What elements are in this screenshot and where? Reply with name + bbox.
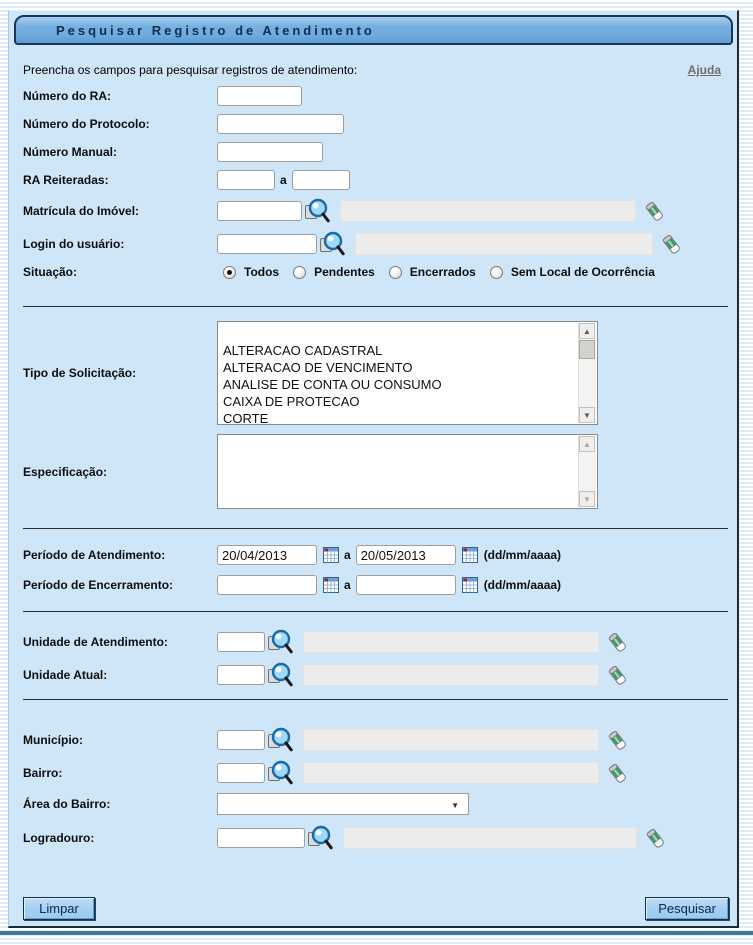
magnifier-icon[interactable] [307,825,333,851]
scroll-down-button[interactable] [579,407,595,423]
list-item[interactable]: ALTERACAO CADASTRAL [223,343,383,358]
situacao-label: Situação: [23,265,78,279]
area-bairro-label: Área do Bairro: [23,797,111,811]
situacao-radio-pendentes-label: Pendentes [314,265,375,279]
numero-ra-label: Número do RA: [23,89,111,103]
periodo-atendimento-label: Período de Atendimento: [23,548,166,562]
magnifier-icon[interactable] [319,231,345,257]
section-divider [23,699,728,700]
scroll-up-button[interactable] [579,323,595,339]
magnifier-icon[interactable] [304,198,330,224]
municipio-label: Município: [23,733,83,747]
limpar-button[interactable]: Limpar [23,897,95,920]
login-usuario-input[interactable] [217,234,317,254]
magnifier-icon[interactable] [267,760,293,786]
section-divider [23,528,728,529]
bairro-description [303,762,599,784]
magnifier-icon[interactable] [267,662,293,688]
eraser-icon[interactable] [607,665,628,686]
scroll-up-button[interactable] [579,436,595,452]
periodo-atendimento-separator: a [344,548,351,562]
list-item[interactable] [219,325,578,342]
calendar-icon[interactable] [323,577,339,593]
unidade-atual-label: Unidade Atual: [23,668,108,682]
unidade-atual-input[interactable] [217,665,265,685]
ra-reiteradas-separator: a [280,173,287,187]
numero-ra-input[interactable] [217,86,302,106]
scroll-down-icon: ▼ [583,494,591,504]
ra-reiteradas-from-input[interactable] [217,170,275,190]
periodo-encerramento-label: Período de Encerramento: [23,578,174,592]
tipo-solicitacao-listbox[interactable] [217,321,598,425]
page-title-text: Pesquisar Registro de Atendimento [56,22,375,38]
situacao-radio-encerrados-label: Encerrados [409,265,476,279]
eraser-icon[interactable] [661,234,682,255]
scroll-down-icon: ▼ [583,410,591,420]
situacao-radio-sem-local-label: Sem Local de Ocorrência [510,265,655,279]
numero-protocolo-label: Número do Protocolo: [23,117,150,131]
unidade-atual-description [303,664,599,686]
list-item[interactable]: ALTERACAO DE VENCIMENTO [223,360,413,375]
ra-reiteradas-label: RA Reiteradas: [23,173,109,187]
magnifier-icon[interactable] [267,727,293,753]
list-item[interactable]: CAIXA DE PROTECAO [223,394,360,409]
eraser-icon[interactable] [645,828,666,849]
help-link[interactable]: Ajuda [687,63,721,77]
matricula-imovel-label: Matrícula do Imóvel: [23,204,140,218]
periodo-encerramento-to-input[interactable] [356,575,456,595]
municipio-description [303,729,599,751]
eraser-icon[interactable] [607,763,628,784]
logradouro-label: Logradouro: [23,831,95,845]
scrollbar[interactable] [578,323,596,423]
eraser-icon[interactable] [644,201,665,222]
area-bairro-select[interactable] [217,793,469,815]
footer-line [0,931,753,935]
periodo-atendimento-from-input[interactable] [217,545,317,565]
bairro-label: Bairro: [23,766,63,780]
eraser-icon[interactable] [607,632,628,653]
situacao-radio-pendentes[interactable] [293,266,306,279]
unidade-atendimento-label: Unidade de Atendimento: [23,635,168,649]
bairro-input[interactable] [217,763,265,783]
unidade-atendimento-description [303,631,599,653]
section-divider [23,306,728,307]
especificacao-label: Especificação: [23,464,108,479]
periodo-encerramento-separator: a [344,578,351,592]
situacao-radio-sem-local[interactable] [490,266,503,279]
especificacao-listbox[interactable] [217,434,598,509]
matricula-imovel-description [340,200,636,222]
pesquisar-button[interactable]: Pesquisar [645,897,729,920]
municipio-input[interactable] [217,730,265,750]
date-format-hint: (dd/mm/aaaa) [483,548,562,562]
logradouro-input[interactable] [217,828,305,848]
periodo-encerramento-from-input[interactable] [217,575,317,595]
search-service-record-panel [8,10,739,928]
magnifier-icon[interactable] [267,629,293,655]
calendar-icon[interactable] [462,547,478,563]
numero-manual-label: Número Manual: [23,145,118,159]
numero-manual-input[interactable] [217,142,323,162]
ra-reiteradas-to-input[interactable] [292,170,350,190]
matricula-imovel-input[interactable] [217,201,302,221]
tipo-solicitacao-label: Tipo de Solicitação: [23,366,137,380]
periodo-atendimento-to-input[interactable] [356,545,456,565]
eraser-icon[interactable] [607,730,628,751]
situacao-radio-todos-label: Todos [244,265,280,279]
intro-text: Preencha os campos para pesquisar registros de atendimento: [23,63,358,77]
situacao-radio-encerrados[interactable] [389,266,402,279]
page-title [14,15,733,45]
unidade-atendimento-input[interactable] [217,632,265,652]
numero-protocolo-input[interactable] [217,114,344,134]
situacao-radio-todos[interactable] [223,266,236,279]
date-format-hint: (dd/mm/aaaa) [483,578,562,592]
chevron-down-icon: ▼ [451,801,459,810]
login-usuario-label: Login do usuário: [23,237,125,251]
list-item[interactable]: ANALISE DE CONTA OU CONSUMO [223,377,442,392]
scrollbar[interactable] [578,436,596,507]
scroll-down-button[interactable] [579,491,595,507]
calendar-icon[interactable] [323,547,339,563]
calendar-icon[interactable] [462,577,478,593]
list-item[interactable]: CORTE [223,411,269,425]
scroll-thumb[interactable] [579,340,595,359]
scroll-up-icon: ▲ [583,439,591,449]
login-usuario-description [355,233,653,255]
section-divider [23,611,728,612]
scroll-up-icon: ▲ [583,326,591,336]
logradouro-description [343,827,637,849]
